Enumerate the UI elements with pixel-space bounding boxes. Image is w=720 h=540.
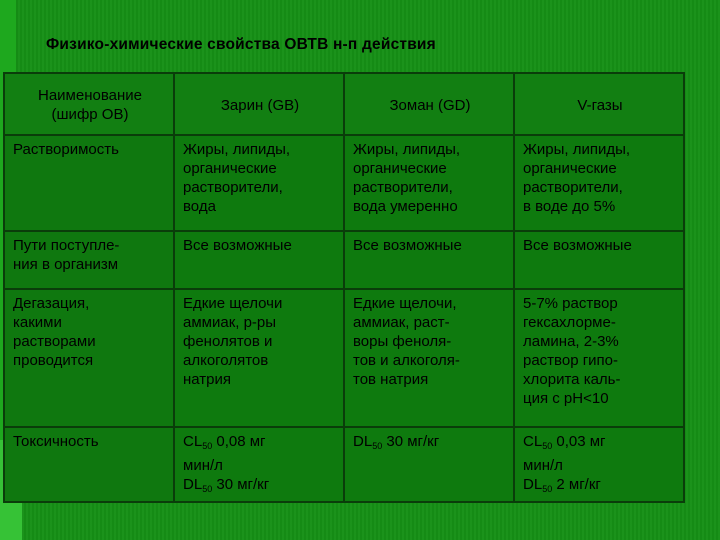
slide-title: Физико-химические свойства ОВТВ н-п действия	[46, 36, 436, 53]
table-row-degassing	[4, 289, 684, 427]
vx-cl50-line: $CL_{50}$ 0,03 мг	[523, 433, 606, 451]
row-label-degassing: Дегазация, какими растворами проводится	[4, 289, 174, 427]
table-header-row	[4, 73, 684, 135]
cell-soman-toxicity	[344, 427, 514, 502]
sarin-unit-line: мин/л	[183, 457, 223, 474]
cell-sarin-toxicity	[174, 427, 344, 502]
cell-sarin-solubility: Жиры, липиды, органические растворители, вода	[174, 135, 344, 231]
header-sarin: Зарин (GB)	[174, 73, 344, 135]
cell-vx-solubility: Жиры, липиды, органические растворители, в воде до 5%	[514, 135, 684, 231]
cell-vx-degassing: 5-7% раствор гексахлорме- ламина, 2-3% раствор гипо- хлорита каль- ция с pH<10	[514, 289, 684, 427]
header-name-cipher: Наименование (шифр ОВ)	[4, 73, 174, 135]
row-label-toxicity: Токсичность	[4, 427, 174, 502]
table-row-routes	[4, 231, 684, 289]
cell-vx-routes: Все возможные	[514, 231, 684, 289]
row-label-solubility: Растворимость	[4, 135, 174, 231]
cell-sarin-routes: Все возможные	[174, 231, 344, 289]
sarin-cl50-line: $CL_{50}$ 0,08 мг	[183, 433, 266, 451]
vx-unit-line: мин/л	[523, 457, 563, 474]
cell-sarin-degassing: Едкие щелочи аммиак, р-ры фенолятов и алкоголятов натрия	[174, 289, 344, 427]
header-soman: Зоман (GD)	[344, 73, 514, 135]
cell-soman-degassing: Едкие щелочи, аммиак, раст- воры феноля- тов и алкоголя- тов натрия	[344, 289, 514, 427]
table-row-solubility	[4, 135, 684, 231]
sarin-dl50-line: $DL_{50}$ 30 мг/кг	[183, 476, 270, 494]
soman-dl50-line: $DL_{50}$ 30 мг/кг	[353, 433, 440, 451]
cell-soman-routes: Все возможные	[344, 231, 514, 289]
table-row-toxicity	[4, 427, 684, 502]
header-v-gases: V-газы	[514, 73, 684, 135]
properties-table	[3, 72, 685, 503]
cell-vx-toxicity	[514, 427, 684, 502]
row-label-routes: Пути поступле- ния в организм	[4, 231, 174, 289]
cell-soman-solubility: Жиры, липиды, органические растворители, вода умеренно	[344, 135, 514, 231]
vx-dl50-line: $DL_{50}$ 2 мг/кг	[523, 476, 601, 494]
